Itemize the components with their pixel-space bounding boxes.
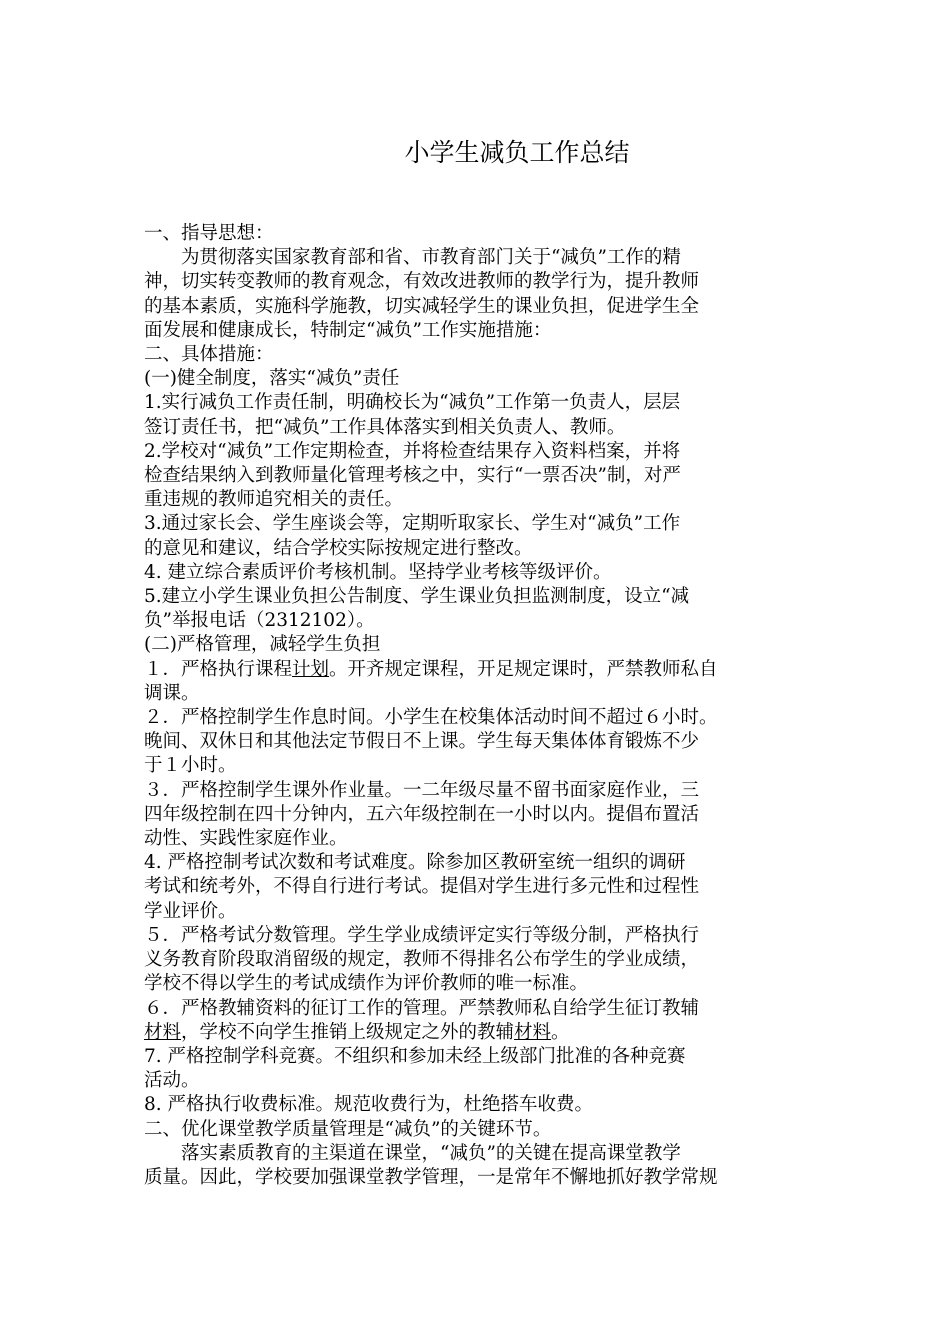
paragraph-line: 面发展和健康成长，特制定“减负”工作实施措施： bbox=[144, 319, 552, 341]
paragraph-line: ６．严格教辅资料的征订工作的管理。严禁教师私自给学生征订教辅 bbox=[144, 997, 700, 1019]
paragraph-line: 学业评价。 bbox=[144, 900, 237, 922]
paragraph-line: 义务教育阶段取消留级的规定，教师不得排名公布学生的学业成绩， bbox=[144, 949, 700, 971]
document-title: 小学生减负工作总结 bbox=[404, 138, 630, 167]
underlined-text: 材料 bbox=[144, 1021, 182, 1043]
subsection-heading: (一)健全制度，落实“减负”责任 bbox=[144, 368, 400, 390]
paragraph-line: 7. 严格控制学科竞赛。不组织和参加未经上级部门批准的各种竞赛 bbox=[144, 1045, 686, 1067]
section-heading: 二、优化课堂教学质量管理是“减负”的关键环节。 bbox=[144, 1118, 552, 1140]
paragraph-line: 落实素质教育的主渠道在课堂，“减负”的关键在提高课堂教学 bbox=[181, 1142, 681, 1164]
text-run: 。开齐规定课程，开足规定课时，严禁教师私自 bbox=[329, 658, 718, 680]
paragraph-line: 于１小时。 bbox=[144, 755, 237, 777]
paragraph-line: 5.建立小学生课业负担公告制度、学生课业负担监测制度，设立“减 bbox=[144, 586, 690, 608]
paragraph-line: 1.实行减负工作责任制，明确校长为“减负”工作第一负责人，层层 bbox=[144, 392, 681, 414]
paragraph-line: 学校不得以学生的考试成绩作为评价教师的唯一标准。 bbox=[144, 973, 589, 995]
paragraph-line: ３．严格控制学生课外作业量。一二年级尽量不留书面家庭作业，三 bbox=[144, 779, 700, 801]
paragraph-line: 重违规的教师追究相关的责任。 bbox=[144, 489, 404, 511]
paragraph-line: 调课。 bbox=[144, 682, 200, 704]
section-heading: 一、指导思想： bbox=[144, 223, 274, 244]
section-heading: 二、具体措施： bbox=[144, 344, 274, 366]
paragraph-line: 签订责任书，把“减负”工作具体落实到相关负责人、教师。 bbox=[144, 416, 626, 438]
text-run: ，学校不向学生推销上级规定之外的教辅 bbox=[181, 1021, 515, 1043]
text-run: 。 bbox=[551, 1021, 570, 1043]
paragraph-line: 2.学校对“减负”工作定期检查，并将检查结果存入资料档案，并将 bbox=[144, 440, 681, 462]
paragraph-line: 晚间、双休日和其他法定节假日不上课。学生每天集体体育锻炼不少 bbox=[144, 731, 700, 753]
paragraph-line: 的基本素质，实施科学施教，切实减轻学生的课业负担，促进学生全 bbox=[144, 295, 700, 317]
document-body bbox=[144, 222, 819, 1190]
paragraph-line: ５．严格考试分数管理。学生学业成绩评定实行等级分制，严格执行 bbox=[144, 924, 700, 946]
text-run: １．严格执行课程 bbox=[144, 658, 293, 680]
paragraph-line bbox=[144, 1021, 819, 1045]
paragraph-line: 为贯彻落实国家教育部和省、市教育部门关于“减负”工作的精 bbox=[181, 247, 681, 269]
paragraph-line: 活动。 bbox=[144, 1070, 200, 1092]
underlined-text: 材料 bbox=[514, 1021, 552, 1043]
paragraph-line: 8. 严格执行收费标准。规范收费行为，杜绝搭车收费。 bbox=[144, 1094, 594, 1116]
paragraph-line: 四年级控制在四十分钟内，五六年级控制在一小时以内。提倡布置活 bbox=[144, 803, 700, 825]
paragraph-line: 神，切实转变教师的教育观念，有效改进教师的教学行为，提升教师 bbox=[144, 271, 700, 293]
subsection-heading: (二)严格管理，减轻学生负担 bbox=[144, 634, 381, 656]
paragraph-line: 3.通过家长会、学生座谈会等，定期听取家长、学生对“减负”工作 bbox=[144, 513, 681, 535]
paragraph-line: 动性、实践性家庭作业。 bbox=[144, 828, 348, 850]
paragraph-line: 质量。因此，学校要加强课堂教学管理，一是常年不懈地抓好教学常规 bbox=[144, 1166, 718, 1188]
paragraph-line bbox=[144, 658, 819, 682]
paragraph-line: 检查结果纳入到教师量化管理考核之中，实行“一票否决”制，对严 bbox=[144, 465, 681, 487]
paragraph-line: 考试和统考外，不得自行进行考试。提倡对学生进行多元性和过程性 bbox=[144, 876, 700, 898]
paragraph-line: 的意见和建议，结合学校实际按规定进行整改。 bbox=[144, 537, 533, 559]
paragraph-line: 4. 严格控制考试次数和考试难度。除参加区教研室统一组织的调研 bbox=[144, 852, 686, 874]
paragraph-line: 4. 建立综合素质评价考核机制。坚持学业考核等级评价。 bbox=[144, 561, 612, 583]
paragraph-line: 负”举报电话（2312102）。 bbox=[144, 610, 375, 632]
underlined-text: 计划 bbox=[292, 658, 330, 680]
paragraph-line: ２．严格控制学生作息时间。小学生在校集体活动时间不超过６小时。 bbox=[144, 707, 718, 729]
